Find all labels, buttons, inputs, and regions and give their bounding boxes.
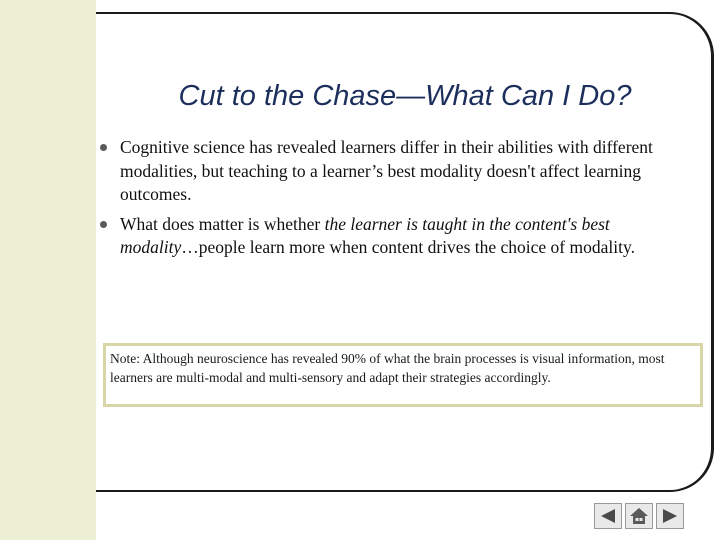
slide-title: Cut to the Chase—What Can I Do? [178, 80, 632, 112]
navigation-bar [594, 503, 684, 531]
bullet-list [100, 136, 680, 266]
prev-button[interactable] [594, 503, 622, 529]
triangle-left-icon [599, 508, 617, 524]
bullet-item [100, 136, 680, 207]
next-button[interactable] [656, 503, 684, 529]
bullet-text-before: What does matter is whether [120, 213, 325, 234]
side-band [0, 0, 96, 540]
bullet-item [100, 213, 680, 260]
home-button[interactable] [625, 503, 653, 529]
bullet-dot-icon [100, 144, 107, 151]
bullet-dot-icon [100, 221, 107, 228]
bullet-text-italic: the learner is taught in the content's best modality [120, 213, 610, 257]
note-box: Note: Although neuroscience has revealed 90% of what the brain processes is visual information, most learners are multi-modal and multi-sensory and adapt their strategies accordingly. [103, 343, 703, 407]
triangle-right-icon [661, 508, 679, 524]
bullet-text-after: …people learn more when content drives the choice of modality. [181, 237, 635, 257]
home-icon [629, 507, 649, 525]
bullet-text: Cognitive science has revealed learners differ in their abilities with different modalities, but teaching to a learner’s best modality doesn't affect learning outcomes. [120, 137, 653, 204]
